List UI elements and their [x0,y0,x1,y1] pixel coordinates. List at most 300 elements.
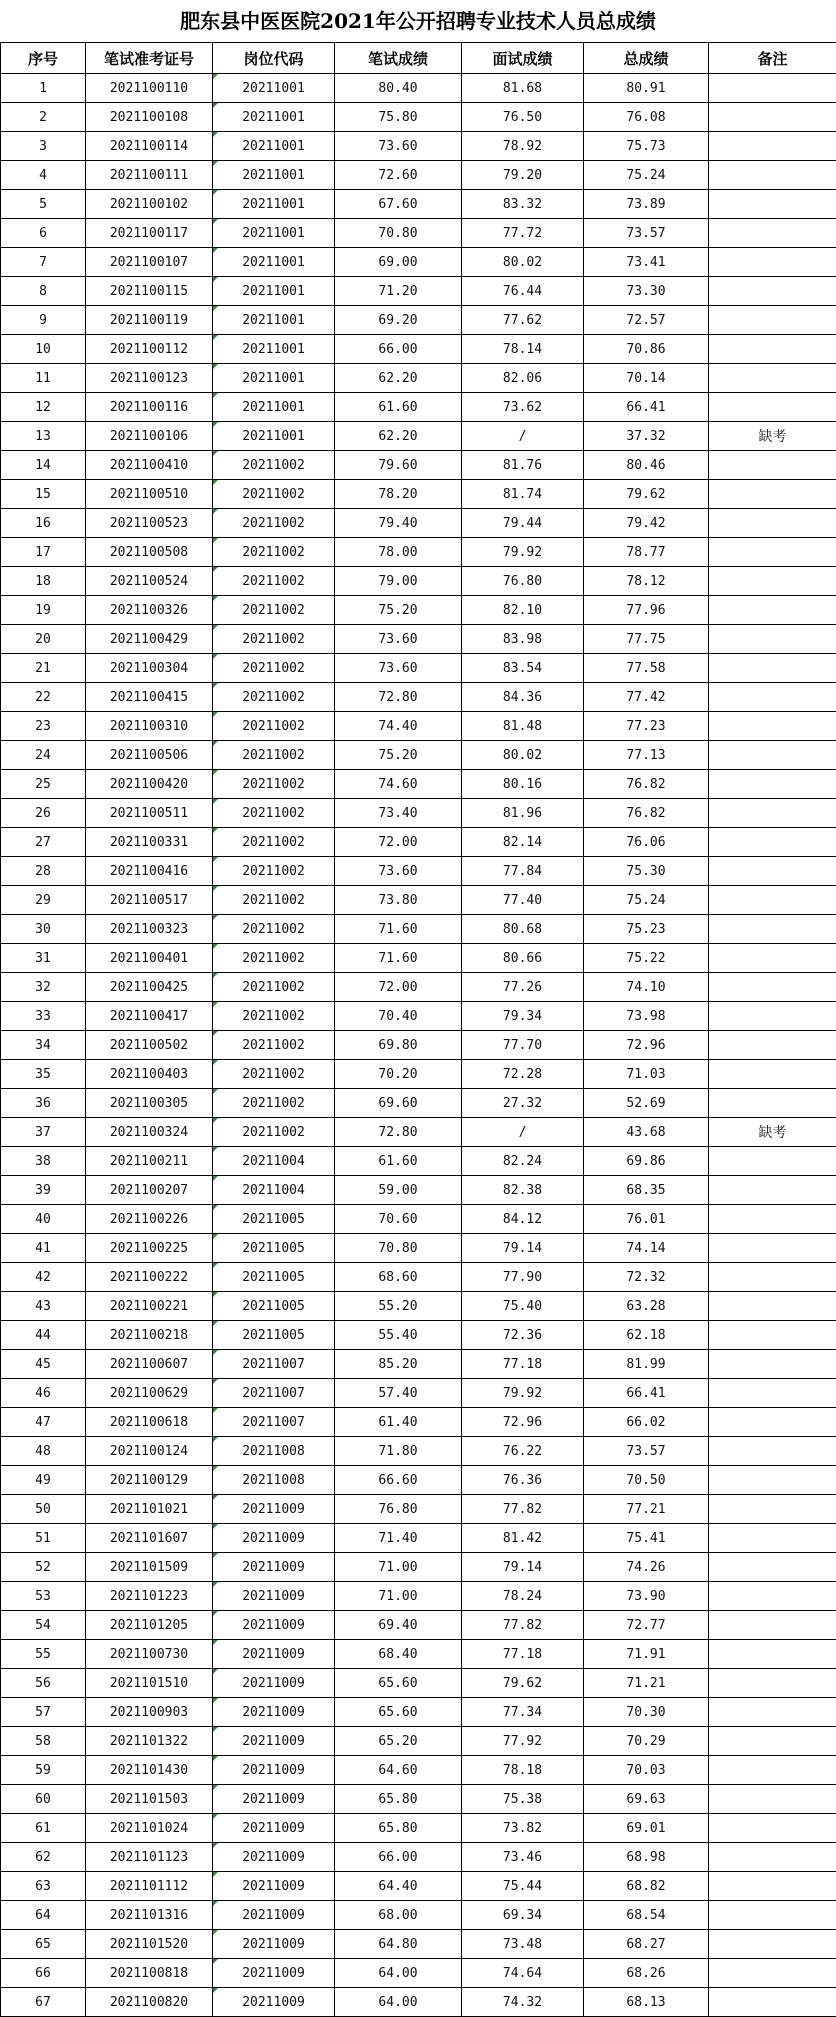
cell-exam-id: 2021100429 [86,625,213,654]
table-row [1,886,836,915]
cell-exam-id: 2021100310 [86,712,213,741]
cell-position-code: 20211009 [213,1495,335,1524]
cell-written-score: 71.60 [335,944,462,973]
header-interview-score: 面试成绩 [462,43,584,74]
table-row [1,364,836,393]
cell-exam-id: 2021100221 [86,1292,213,1321]
table-row [1,451,836,480]
table-row [1,857,836,886]
cell-written-score: 66.60 [335,1466,462,1495]
cell-interview-score: 73.48 [462,1930,584,1959]
table-row [1,248,836,277]
cell-seq: 34 [1,1031,86,1060]
table-row [1,1147,836,1176]
cell-total-score: 78.12 [584,567,709,596]
cell-exam-id: 2021100417 [86,1002,213,1031]
cell-seq: 21 [1,654,86,683]
cell-remark [709,1814,836,1843]
cell-interview-score: 80.68 [462,915,584,944]
cell-position-code: 20211002 [213,799,335,828]
cell-interview-score: 79.44 [462,509,584,538]
cell-position-code: 20211001 [213,335,335,364]
cell-position-code: 20211001 [213,103,335,132]
cell-exam-id: 2021100108 [86,103,213,132]
cell-exam-id: 2021100326 [86,596,213,625]
cell-remark [709,1988,836,2017]
cell-seq: 17 [1,538,86,567]
cell-total-score: 70.29 [584,1727,709,1756]
cell-written-score: 67.60 [335,190,462,219]
cell-interview-score: / [462,422,584,451]
cell-total-score: 76.01 [584,1205,709,1234]
cell-seq: 35 [1,1060,86,1089]
cell-position-code: 20211002 [213,1060,335,1089]
cell-written-score: 69.20 [335,306,462,335]
cell-total-score: 72.77 [584,1611,709,1640]
cell-exam-id: 2021100331 [86,828,213,857]
table-row [1,393,836,422]
cell-total-score: 76.08 [584,103,709,132]
cell-seq: 58 [1,1727,86,1756]
cell-total-score: 77.58 [584,654,709,683]
cell-position-code: 20211001 [213,277,335,306]
cell-exam-id: 2021100123 [86,364,213,393]
cell-seq: 63 [1,1872,86,1901]
cell-seq: 33 [1,1002,86,1031]
header-seq: 序号 [1,43,86,74]
cell-written-score: 78.00 [335,538,462,567]
cell-written-score: 55.20 [335,1292,462,1321]
cell-seq: 15 [1,480,86,509]
table-row [1,1959,836,1988]
cell-seq: 61 [1,1814,86,1843]
cell-written-score: 64.80 [335,1930,462,1959]
cell-interview-score: 73.62 [462,393,584,422]
cell-interview-score: 79.34 [462,1002,584,1031]
cell-exam-id: 2021100508 [86,538,213,567]
cell-remark [709,1611,836,1640]
cell-total-score: 68.54 [584,1901,709,1930]
cell-seq: 55 [1,1640,86,1669]
cell-seq: 39 [1,1176,86,1205]
cell-written-score: 68.40 [335,1640,462,1669]
cell-position-code: 20211001 [213,248,335,277]
cell-position-code: 20211002 [213,712,335,741]
cell-written-score: 85.20 [335,1350,462,1379]
cell-position-code: 20211002 [213,741,335,770]
cell-seq: 48 [1,1437,86,1466]
cell-seq: 29 [1,886,86,915]
cell-interview-score: 75.38 [462,1785,584,1814]
cell-exam-id: 2021100225 [86,1234,213,1263]
cell-total-score: 79.42 [584,509,709,538]
cell-remark [709,1408,836,1437]
table-row [1,1437,836,1466]
cell-written-score: 64.40 [335,1872,462,1901]
cell-written-score: 73.60 [335,132,462,161]
cell-written-score: 71.80 [335,1437,462,1466]
cell-exam-id: 2021100517 [86,886,213,915]
cell-total-score: 76.82 [584,799,709,828]
cell-total-score: 73.98 [584,1002,709,1031]
cell-interview-score: 77.34 [462,1698,584,1727]
cell-total-score: 75.30 [584,857,709,886]
cell-interview-score: 78.14 [462,335,584,364]
table-row [1,1785,836,1814]
table-row [1,1031,836,1060]
cell-interview-score: 72.36 [462,1321,584,1350]
cell-written-score: 62.20 [335,364,462,393]
cell-position-code: 20211009 [213,1901,335,1930]
table-row [1,567,836,596]
cell-exam-id: 2021100730 [86,1640,213,1669]
cell-total-score: 77.21 [584,1495,709,1524]
cell-seq: 16 [1,509,86,538]
cell-remark [709,741,836,770]
cell-remark [709,1350,836,1379]
cell-exam-id: 2021101509 [86,1553,213,1582]
cell-total-score: 73.41 [584,248,709,277]
cell-total-score: 68.98 [584,1843,709,1872]
cell-total-score: 69.63 [584,1785,709,1814]
header-total-score: 总成绩 [584,43,709,74]
cell-seq: 18 [1,567,86,596]
cell-written-score: 70.40 [335,1002,462,1031]
cell-written-score: 68.00 [335,1901,462,1930]
cell-exam-id: 2021100106 [86,422,213,451]
cell-position-code: 20211001 [213,393,335,422]
table-row [1,1988,836,2017]
cell-interview-score: 76.22 [462,1437,584,1466]
cell-seq: 3 [1,132,86,161]
cell-remark [709,886,836,915]
cell-remark [709,161,836,190]
cell-interview-score: 27.32 [462,1089,584,1118]
cell-interview-score: 76.50 [462,103,584,132]
cell-seq: 44 [1,1321,86,1350]
cell-remark [709,335,836,364]
table-row [1,509,836,538]
cell-total-score: 70.50 [584,1466,709,1495]
table-row [1,161,836,190]
cell-interview-score: 79.20 [462,161,584,190]
cell-interview-score: 78.18 [462,1756,584,1785]
cell-total-score: 69.86 [584,1147,709,1176]
cell-position-code: 20211001 [213,161,335,190]
cell-written-score: 55.40 [335,1321,462,1350]
cell-remark [709,1321,836,1350]
cell-remark [709,857,836,886]
cell-written-score: 59.00 [335,1176,462,1205]
cell-written-score: 69.40 [335,1611,462,1640]
cell-written-score: 66.00 [335,1843,462,1872]
cell-remark [709,538,836,567]
cell-remark [709,1292,836,1321]
cell-written-score: 65.80 [335,1814,462,1843]
cell-interview-score: 81.48 [462,712,584,741]
cell-total-score: 74.14 [584,1234,709,1263]
cell-remark [709,1756,836,1785]
cell-written-score: 73.60 [335,857,462,886]
cell-position-code: 20211007 [213,1379,335,1408]
table-row [1,828,836,857]
cell-seq: 47 [1,1408,86,1437]
table-row [1,1408,836,1437]
cell-written-score: 73.40 [335,799,462,828]
table-row [1,219,836,248]
table-row [1,1292,836,1321]
cell-interview-score: 79.92 [462,538,584,567]
cell-remark [709,944,836,973]
cell-position-code: 20211001 [213,74,335,103]
cell-total-score: 78.77 [584,538,709,567]
cell-remark [709,103,836,132]
cell-total-score: 77.75 [584,625,709,654]
cell-written-score: 69.00 [335,248,462,277]
cell-seq: 31 [1,944,86,973]
cell-exam-id: 2021100523 [86,509,213,538]
cell-position-code: 20211002 [213,828,335,857]
cell-seq: 36 [1,1089,86,1118]
table-row [1,1118,836,1147]
cell-seq: 41 [1,1234,86,1263]
table-row [1,335,836,364]
cell-remark [709,654,836,683]
cell-total-score: 66.41 [584,393,709,422]
cell-position-code: 20211002 [213,915,335,944]
header-remark: 备注 [709,43,836,74]
cell-exam-id: 2021100403 [86,1060,213,1089]
cell-position-code: 20211002 [213,857,335,886]
cell-total-score: 70.03 [584,1756,709,1785]
cell-remark [709,393,836,422]
cell-total-score: 68.27 [584,1930,709,1959]
table-row [1,1379,836,1408]
cell-seq: 7 [1,248,86,277]
cell-interview-score: 77.26 [462,973,584,1002]
cell-total-score: 52.69 [584,1089,709,1118]
cell-written-score: 62.20 [335,422,462,451]
cell-seq: 64 [1,1901,86,1930]
cell-seq: 52 [1,1553,86,1582]
cell-interview-score: 75.40 [462,1292,584,1321]
table-row [1,973,836,1002]
cell-exam-id: 2021100410 [86,451,213,480]
cell-exam-id: 2021100607 [86,1350,213,1379]
cell-written-score: 65.60 [335,1698,462,1727]
cell-interview-score: 77.92 [462,1727,584,1756]
cell-interview-score: 80.02 [462,248,584,277]
cell-interview-score: 81.74 [462,480,584,509]
cell-seq: 62 [1,1843,86,1872]
cell-remark [709,828,836,857]
table-header [1,43,836,74]
cell-seq: 6 [1,219,86,248]
cell-exam-id: 2021100115 [86,277,213,306]
cell-interview-score: 80.16 [462,770,584,799]
cell-remark [709,799,836,828]
cell-exam-id: 2021101503 [86,1785,213,1814]
table-row [1,1321,836,1350]
cell-seq: 27 [1,828,86,857]
table-row [1,422,836,451]
cell-interview-score: 83.54 [462,654,584,683]
cell-written-score: 72.80 [335,1118,462,1147]
cell-remark: 缺考 [709,422,836,451]
cell-interview-score: 74.32 [462,1988,584,2017]
header-position-code: 岗位代码 [213,43,335,74]
cell-remark [709,74,836,103]
cell-position-code: 20211001 [213,306,335,335]
cell-seq: 4 [1,161,86,190]
cell-seq: 51 [1,1524,86,1553]
cell-total-score: 72.96 [584,1031,709,1060]
cell-interview-score: 82.10 [462,596,584,625]
cell-seq: 37 [1,1118,86,1147]
cell-interview-score: 81.76 [462,451,584,480]
cell-exam-id: 2021100820 [86,1988,213,2017]
table-row [1,1089,836,1118]
cell-written-score: 73.80 [335,886,462,915]
cell-written-score: 79.40 [335,509,462,538]
cell-remark [709,480,836,509]
cell-total-score: 43.68 [584,1118,709,1147]
cell-total-score: 70.86 [584,335,709,364]
cell-total-score: 63.28 [584,1292,709,1321]
table-row [1,1814,836,1843]
cell-position-code: 20211002 [213,509,335,538]
cell-total-score: 80.46 [584,451,709,480]
cell-remark [709,1060,836,1089]
cell-remark [709,1176,836,1205]
cell-exam-id: 2021101021 [86,1495,213,1524]
cell-remark: 缺考 [709,1118,836,1147]
cell-total-score: 71.03 [584,1060,709,1089]
cell-remark [709,1640,836,1669]
cell-total-score: 75.73 [584,132,709,161]
cell-interview-score: 77.82 [462,1495,584,1524]
cell-interview-score: 77.82 [462,1611,584,1640]
cell-exam-id: 2021101510 [86,1669,213,1698]
cell-remark [709,1582,836,1611]
cell-interview-score: 83.98 [462,625,584,654]
cell-interview-score: 79.14 [462,1234,584,1263]
cell-exam-id: 2021101024 [86,1814,213,1843]
cell-remark [709,1959,836,1988]
table-row [1,1002,836,1031]
cell-interview-score: 73.82 [462,1814,584,1843]
cell-interview-score: 79.62 [462,1669,584,1698]
cell-seq: 26 [1,799,86,828]
cell-written-score: 70.20 [335,1060,462,1089]
cell-exam-id: 2021100416 [86,857,213,886]
table-row [1,1176,836,1205]
cell-position-code: 20211005 [213,1234,335,1263]
cell-remark [709,1466,836,1495]
cell-interview-score: 76.36 [462,1466,584,1495]
cell-exam-id: 2021100401 [86,944,213,973]
cell-written-score: 64.00 [335,1988,462,2017]
cell-written-score: 75.80 [335,103,462,132]
cell-remark [709,915,836,944]
cell-exam-id: 2021100111 [86,161,213,190]
cell-seq: 65 [1,1930,86,1959]
cell-written-score: 70.80 [335,219,462,248]
cell-seq: 32 [1,973,86,1002]
page-title: 肥东县中医医院2021年公开招聘专业技术人员总成绩 [180,9,656,33]
cell-position-code: 20211001 [213,190,335,219]
cell-seq: 30 [1,915,86,944]
cell-interview-score: 77.18 [462,1640,584,1669]
table-row [1,1872,836,1901]
table-row [1,915,836,944]
cell-seq: 22 [1,683,86,712]
cell-written-score: 71.40 [335,1524,462,1553]
cell-total-score: 76.82 [584,770,709,799]
cell-remark [709,451,836,480]
cell-position-code: 20211009 [213,1524,335,1553]
cell-interview-score: 73.46 [462,1843,584,1872]
cell-exam-id: 2021100510 [86,480,213,509]
cell-position-code: 20211009 [213,1930,335,1959]
cell-position-code: 20211002 [213,944,335,973]
cell-total-score: 73.30 [584,277,709,306]
cell-exam-id: 2021100524 [86,567,213,596]
cell-exam-id: 2021100107 [86,248,213,277]
cell-total-score: 75.22 [584,944,709,973]
cell-position-code: 20211001 [213,422,335,451]
cell-position-code: 20211002 [213,1002,335,1031]
cell-seq: 38 [1,1147,86,1176]
cell-position-code: 20211002 [213,654,335,683]
cell-total-score: 75.24 [584,886,709,915]
table-row [1,1495,836,1524]
cell-exam-id: 2021100323 [86,915,213,944]
cell-position-code: 20211007 [213,1408,335,1437]
cell-total-score: 72.57 [584,306,709,335]
cell-remark [709,1669,836,1698]
cell-remark [709,683,836,712]
cell-position-code: 20211002 [213,1031,335,1060]
cell-remark [709,770,836,799]
cell-seq: 19 [1,596,86,625]
cell-seq: 43 [1,1292,86,1321]
cell-seq: 1 [1,74,86,103]
cell-total-score: 79.62 [584,480,709,509]
cell-total-score: 77.23 [584,712,709,741]
cell-seq: 49 [1,1466,86,1495]
cell-remark [709,306,836,335]
cell-interview-score: 81.42 [462,1524,584,1553]
cell-written-score: 68.60 [335,1263,462,1292]
cell-written-score: 80.40 [335,74,462,103]
cell-position-code: 20211001 [213,219,335,248]
cell-position-code: 20211002 [213,625,335,654]
cell-position-code: 20211001 [213,364,335,393]
cell-remark [709,1901,836,1930]
cell-position-code: 20211004 [213,1147,335,1176]
cell-position-code: 20211002 [213,451,335,480]
cell-remark [709,1727,836,1756]
cell-seq: 57 [1,1698,86,1727]
cell-remark [709,364,836,393]
cell-written-score: 69.80 [335,1031,462,1060]
header-row [1,43,836,74]
cell-exam-id: 2021100226 [86,1205,213,1234]
cell-written-score: 71.20 [335,277,462,306]
cell-written-score: 61.60 [335,1147,462,1176]
cell-exam-id: 2021100222 [86,1263,213,1292]
